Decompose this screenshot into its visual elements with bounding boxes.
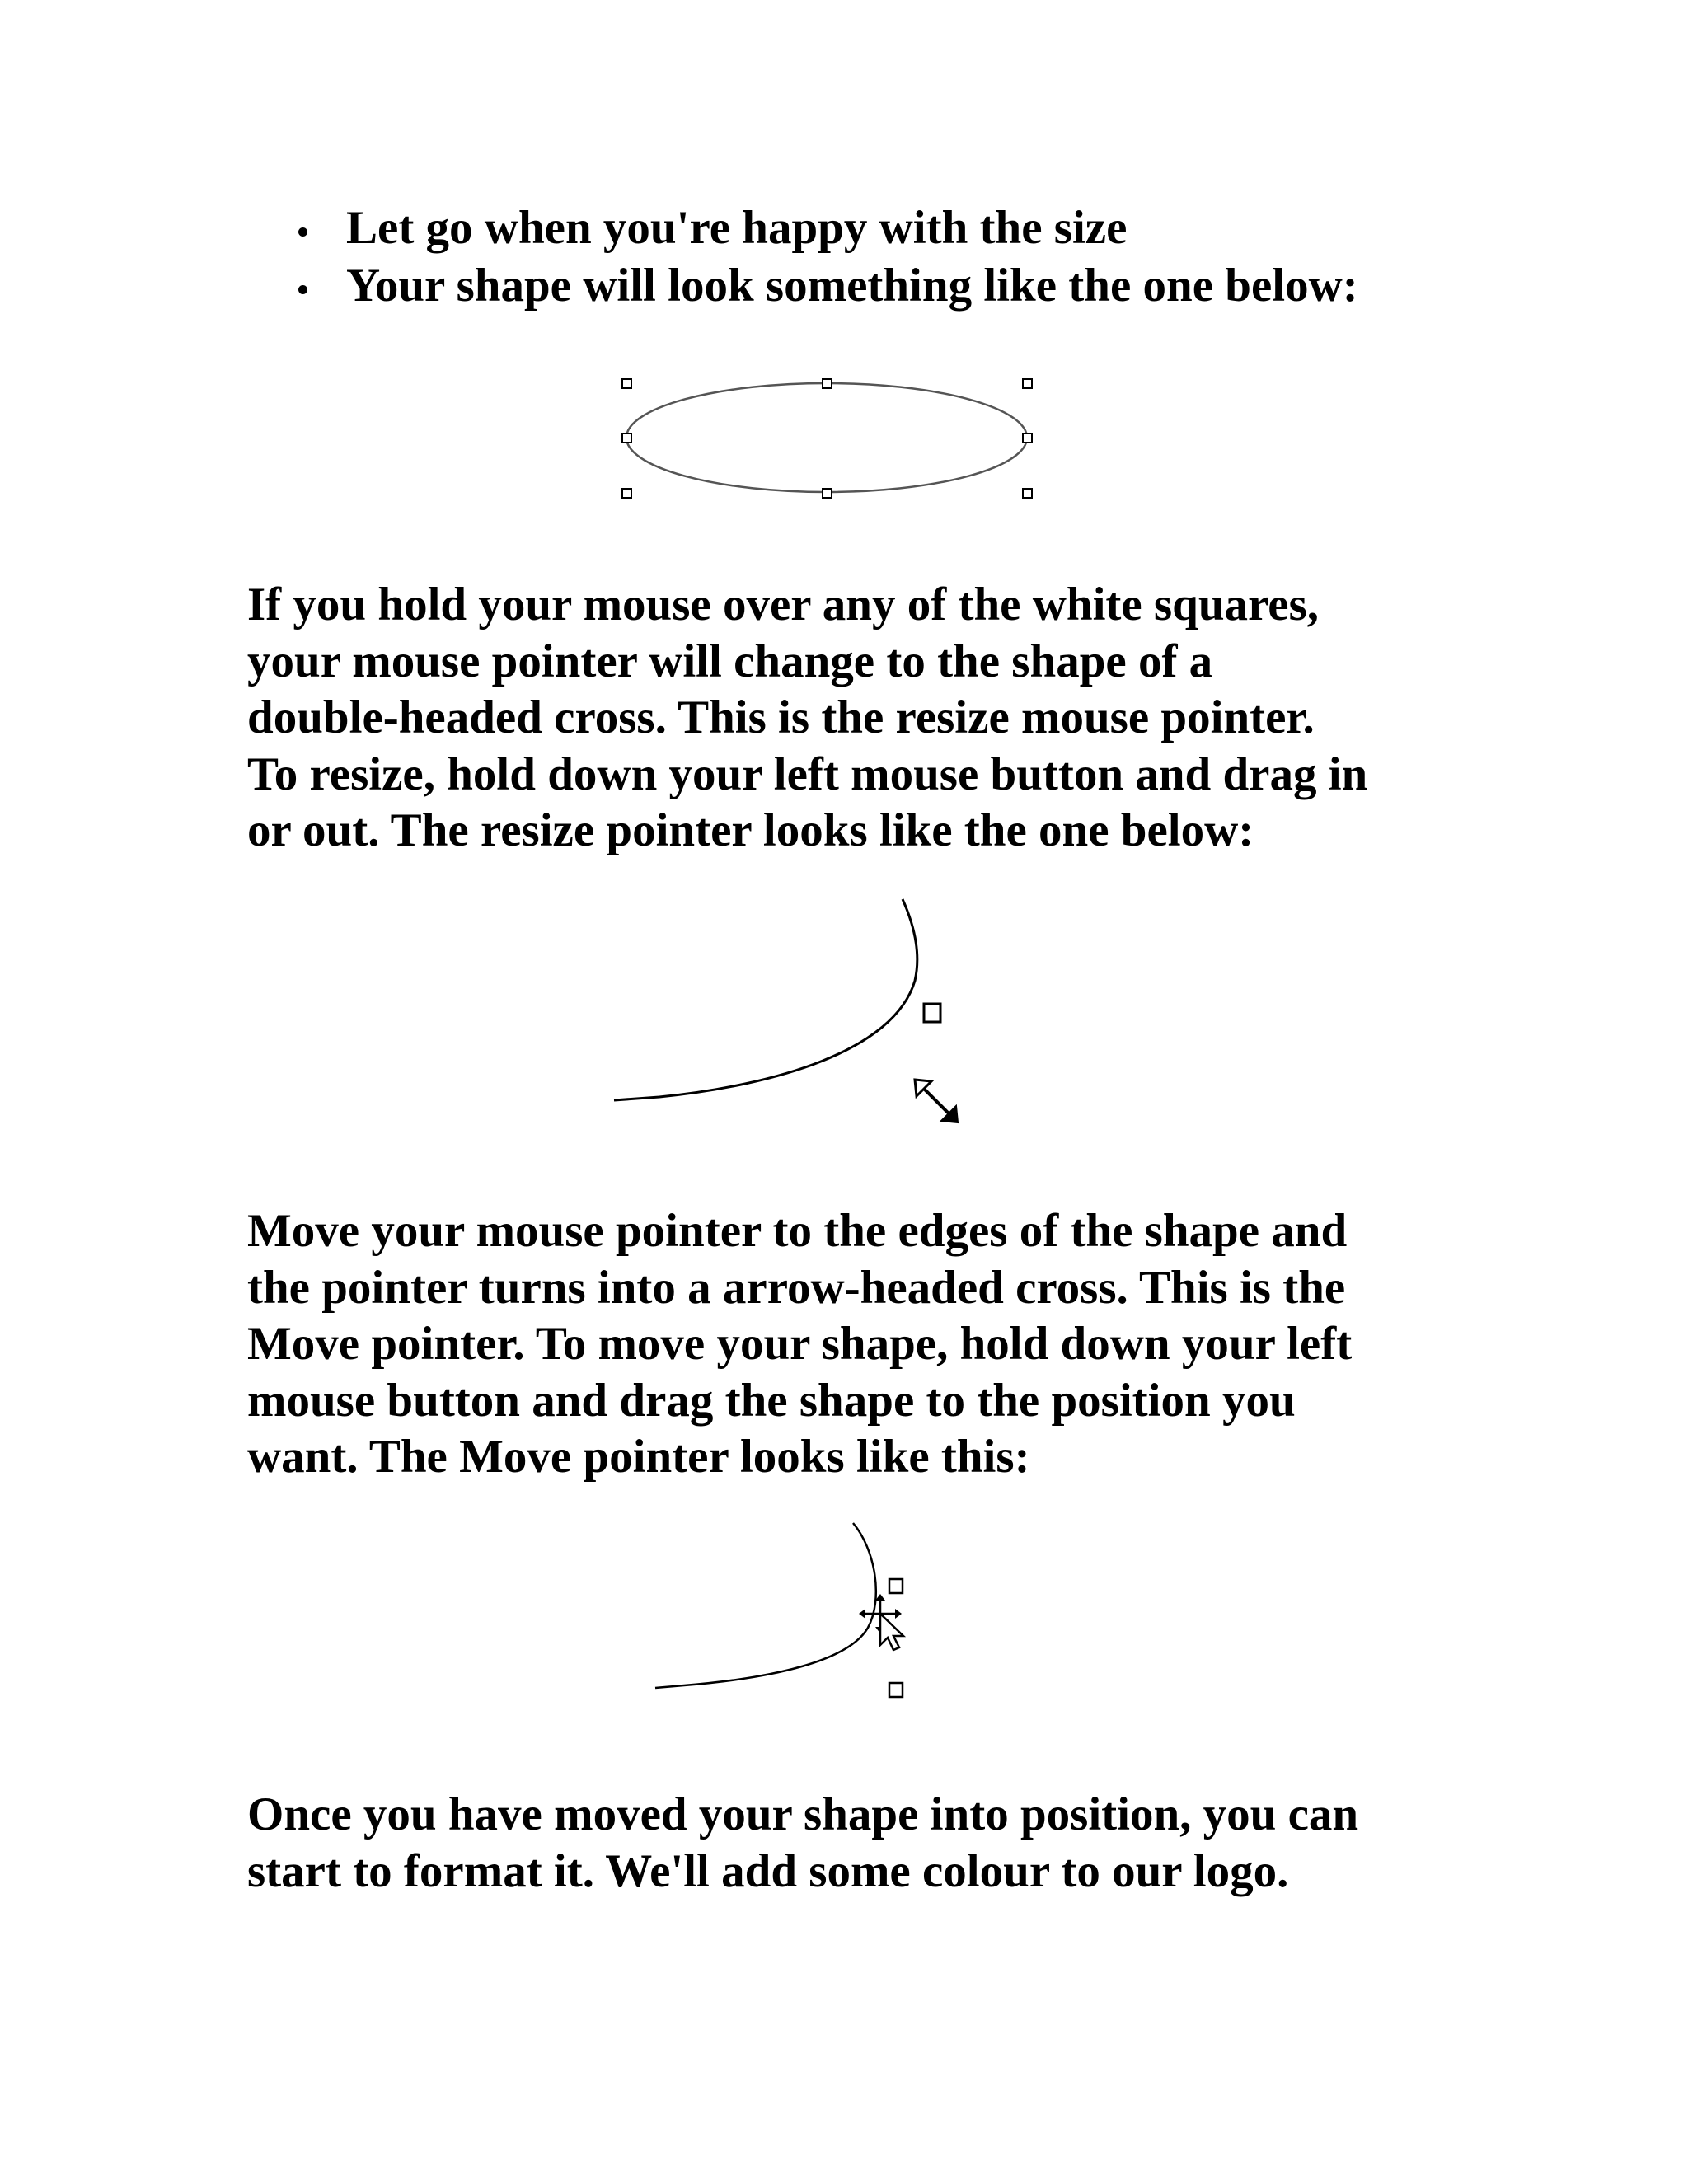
bullet-text: Your shape will look something like the one below: [346, 260, 1358, 312]
ellipse-figure [618, 375, 1047, 507]
paragraph-line: Move your mouse pointer to the edges of the shape and [247, 1205, 1348, 1257]
shape-edge-curve [655, 1523, 876, 1688]
paragraph-line: mouse button and drag the shape to the position you [247, 1374, 1296, 1427]
paragraph-line: or out. The resize pointer looks like the one below: [247, 804, 1254, 856]
sizing-handle [889, 1683, 903, 1697]
resize-pointer-figure [610, 894, 973, 1141]
shape-edge-curve [614, 899, 917, 1100]
handle-bottom-left [622, 489, 631, 498]
arrow-cursor [880, 1614, 903, 1650]
resize-pointer-icon [915, 1080, 958, 1122]
handle-top-center [823, 379, 832, 388]
handle-top-left [622, 379, 631, 388]
paragraph-line: want. The Move pointer looks like this: [247, 1431, 1030, 1483]
sizing-handles [622, 379, 1032, 498]
paragraph-line: start to format it. We'll add some colour to our logo. [247, 1844, 1289, 1897]
move-pointer-figure [651, 1516, 923, 1706]
handle-bottom-center [823, 489, 832, 498]
paragraph-line: double-headed cross. This is the resize mouse pointer. [247, 691, 1315, 743]
paragraph-line: To resize, hold down your left mouse button and drag in [247, 748, 1368, 800]
format-paragraph [247, 1787, 1358, 1900]
bullet-dot [298, 227, 307, 237]
handle-top-right [1023, 379, 1032, 388]
paragraph-line: If you hold your mouse over any of the white squares, [247, 579, 1320, 630]
paragraph-line: Move pointer. To move your shape, hold down your left [247, 1318, 1353, 1370]
handle-bottom-right [1023, 489, 1032, 498]
sizing-handle [889, 1579, 903, 1593]
resize-paragraph [247, 577, 1367, 860]
bullet-item [288, 199, 1358, 257]
bullet-item [288, 257, 1358, 315]
paragraph-line: the pointer turns into a arrow-headed cross. This is the [247, 1261, 1346, 1314]
bullet-text: Let go when you're happy with the size [346, 202, 1128, 254]
move-paragraph [247, 1203, 1352, 1486]
sizing-handle [924, 1004, 940, 1022]
paragraph-line: Once you have moved your shape into position, you can [247, 1788, 1359, 1840]
handle-middle-right [1023, 434, 1032, 443]
paragraph-line: your mouse pointer will change to the shape of a [247, 635, 1213, 687]
ellipse-shape [626, 383, 1027, 492]
bullet-list [288, 199, 1358, 315]
move-pointer-icon [859, 1594, 903, 1650]
handle-middle-left [622, 434, 631, 443]
bullet-dot [298, 285, 307, 294]
